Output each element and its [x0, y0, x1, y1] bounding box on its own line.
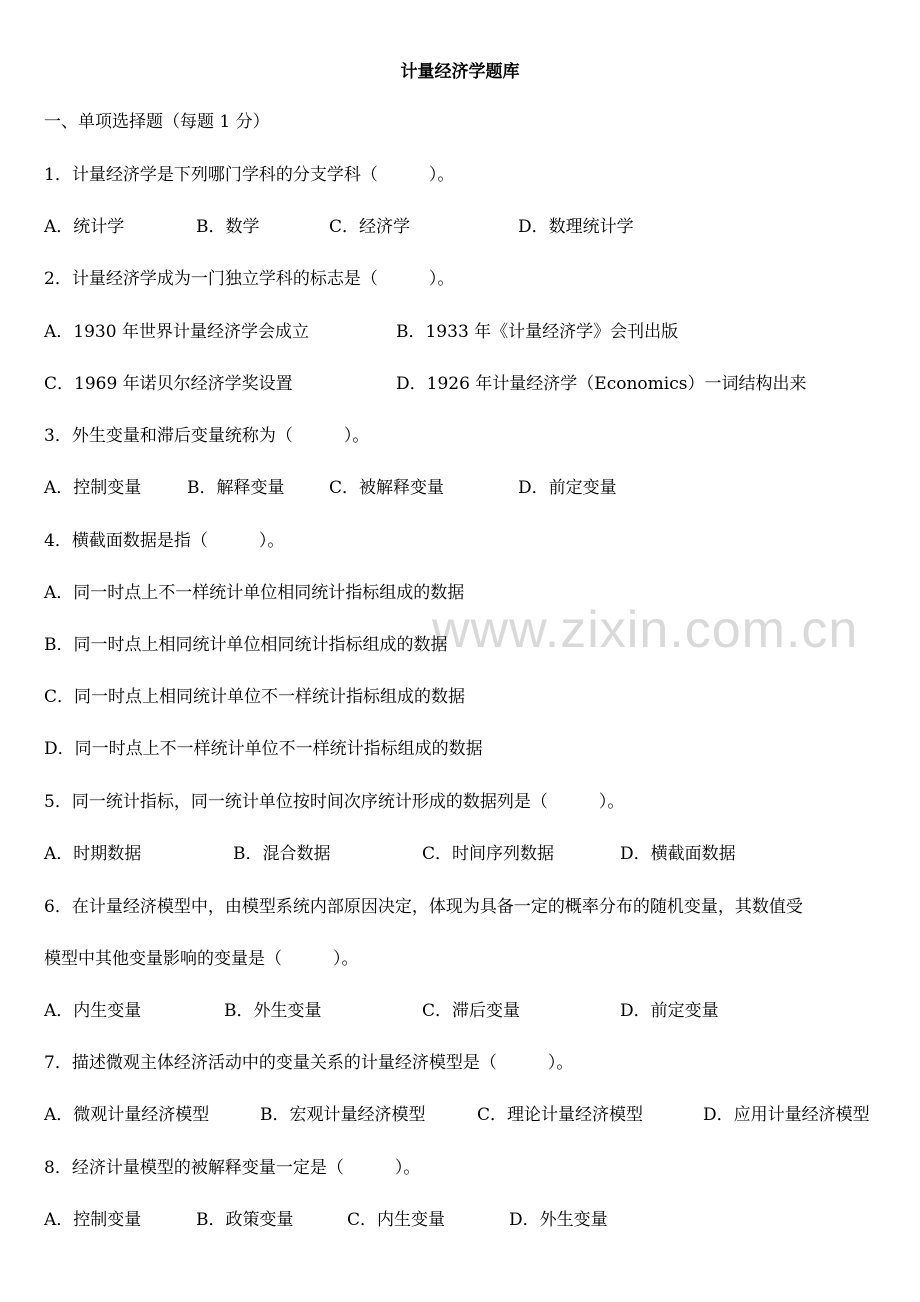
- q1-option-a: A．统计学: [44, 217, 125, 237]
- q6-option-c: C．滞后变量: [422, 1001, 521, 1021]
- question-2-stem: 2．计量经济学成为一门独立学科的标志是（ ）。: [44, 269, 455, 289]
- question-8-options: [44, 1208, 904, 1232]
- question-5-stem: 5．同一统计指标，同一统计单位按时间次序统计形成的数据列是（ ）。: [44, 792, 625, 812]
- q3-option-c: C．被解释变量: [329, 478, 445, 498]
- question-1-options: [44, 215, 904, 239]
- q3-option-a: A．控制变量: [44, 478, 142, 498]
- q8-option-a: A．控制变量: [44, 1210, 142, 1230]
- q7-option-d: D．应用计量经济模型: [703, 1105, 870, 1125]
- section-heading: 一、单项选择题（每题 1 分）: [44, 112, 270, 132]
- question-3-stem: 3．外生变量和滞后变量统称为（ ）。: [44, 426, 370, 446]
- q7-option-b: B．宏观计量经济模型: [260, 1105, 426, 1125]
- q8-option-b: B．政策变量: [196, 1210, 294, 1230]
- q5-option-a: A．时期数据: [44, 844, 142, 864]
- q7-option-c: C．理论计量经济模型: [477, 1105, 644, 1125]
- q4-option-d: D．同一时点上不一样统计单位不一样统计指标组成的数据: [44, 739, 483, 759]
- question-2-options-cd: [44, 372, 904, 396]
- page-title: 计量经济学题库: [400, 62, 520, 82]
- watermark: www.zixin.com.cn: [432, 601, 859, 659]
- question-1-stem: 1．计量经济学是下列哪门学科的分支学科（ ）。: [44, 165, 455, 185]
- q5-option-d: D．横截面数据: [620, 844, 736, 864]
- q4-option-a: A．同一时点上不一样统计单位相同统计指标组成的数据: [44, 583, 465, 603]
- q2-option-c: C．1969 年诺贝尔经济学奖设置: [44, 374, 293, 394]
- question-7-options: [44, 1103, 904, 1127]
- q3-option-b: B．解释变量: [187, 478, 285, 498]
- question-8-stem: 8．经济计量模型的被解释变量一定是（ ）。: [44, 1158, 421, 1178]
- q2-option-d: D．1926 年计量经济学（Economics）一词结构出来: [396, 374, 807, 394]
- question-6-stem-line1: 6．在计量经济模型中，由模型系统内部原因决定，体现为具备一定的概率分布的随机变量，其数值受: [44, 897, 803, 917]
- q6-option-d: D．前定变量: [620, 1001, 719, 1021]
- q6-option-b: B．外生变量: [224, 1001, 322, 1021]
- question-6-stem-line2: 模型中其他变量影响的变量是（ ）。: [44, 949, 359, 969]
- q1-option-d: D．数理统计学: [518, 217, 634, 237]
- question-4-stem: 4．横截面数据是指（ ）。: [44, 531, 285, 551]
- question-2-options-ab: [44, 320, 904, 344]
- q7-option-a: A．微观计量经济模型: [44, 1105, 210, 1125]
- q8-option-d: D．外生变量: [509, 1210, 608, 1230]
- question-5-options: [44, 842, 904, 866]
- q6-option-a: A．内生变量: [44, 1001, 142, 1021]
- question-6-options: [44, 999, 904, 1023]
- question-3-options: [44, 476, 904, 500]
- question-7-stem: 7．描述微观主体经济活动中的变量关系的计量经济模型是（ ）。: [44, 1053, 574, 1073]
- q1-option-c: C．经济学: [329, 217, 411, 237]
- q2-option-a: A．1930 年世界计量经济学会成立: [44, 322, 309, 342]
- q4-option-b: B．同一时点上相同统计单位相同统计指标组成的数据: [44, 635, 448, 655]
- q3-option-d: D．前定变量: [518, 478, 617, 498]
- q5-option-b: B．混合数据: [233, 844, 331, 864]
- q2-option-b: B．1933 年《计量经济学》会刊出版: [396, 322, 679, 342]
- q5-option-c: C．时间序列数据: [422, 844, 555, 864]
- q8-option-c: C．内生变量: [347, 1210, 446, 1230]
- q1-option-b: B．数学: [196, 217, 260, 237]
- q4-option-c: C．同一时点上相同统计单位不一样统计指标组成的数据: [44, 687, 466, 707]
